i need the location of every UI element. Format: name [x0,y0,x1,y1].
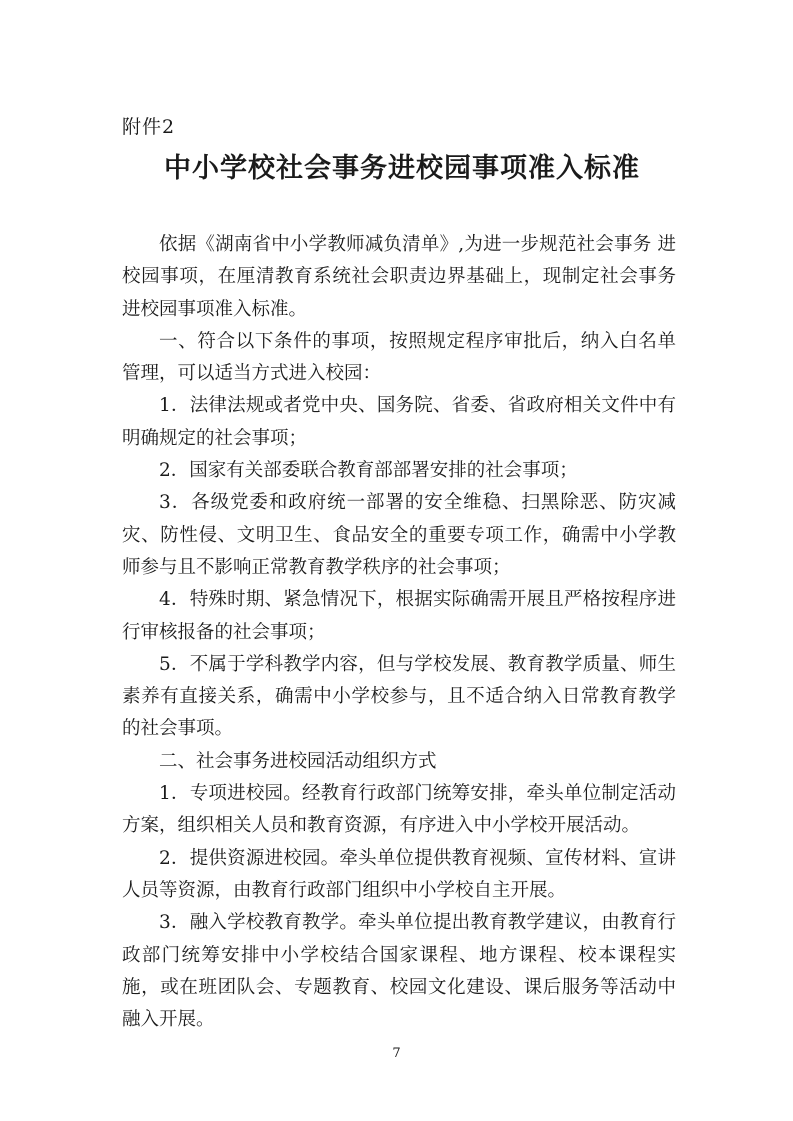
list-item: 5．不属于学科教学内容，但与学校发展、教育教学质量、师生素养有直接关系，确需中小学校参与，且不适合纳入日常教育教学的社会事项。 [122,653,676,740]
list-item: 1．法律法规或者党中央、国务院、省委、省政府相关文件中有明确规定的社会事项； [122,395,676,449]
list-item: 3．融入学校教育教学。牵头单位提出教育教学建议，由教育行政部门统筹安排中小学校结合国家课程、地方课程、校本课程实施，或在班团队会、专题教育、校园文化建设、课后服务等活动中融入开展。 [122,912,676,1031]
page-number: 7 [392,1046,401,1061]
section-heading-2: 二、社会事务进校园活动组织方式 [159,750,437,772]
document-body [122,229,676,1036]
list-item: 2．提供资源进校园。牵头单位提供教育视频、宣传材料、宣讲人员等资源，由教育行政部门组织中小学校自主开展。 [122,847,676,901]
paragraph-intro: 依据《湖南省中小学教师减负清单》,为进一步规范社会事务 进校园事项，在厘清教育系统社会职责边界基础上，现制定社会事务进校园事项准入标准。 [122,234,676,320]
document-title: 中小学校社会事务进校园事项准入标准 [164,153,640,184]
list-item: 2．国家有关部委联合教育部部署安排的社会事项； [159,460,578,482]
list-item: 3．各级党委和政府统一部署的安全维稳、扫黑除恶、防灾减灾、防性侵、文明卫生、食品安全的重要专项工作，确需中小学教师参与且不影响正常教育教学秩序的社会事项； [122,492,676,578]
list-item: 1．专项进校园。经教育行政部门统筹安排，牵头单位制定活动方案，组织相关人员和教育资源，有序进入中小学校开展活动。 [122,783,676,837]
attachment-label: 附件2 [122,116,176,138]
list-item: 4．特殊时期、紧急情况下，根据实际确需开展且严格按程序进行审核报备的社会事项； [122,589,676,643]
section-heading-1: 一、符合以下条件的事项，按照规定程序审批后，纳入白名单管理，可以适当方式进入校园： [122,330,676,385]
